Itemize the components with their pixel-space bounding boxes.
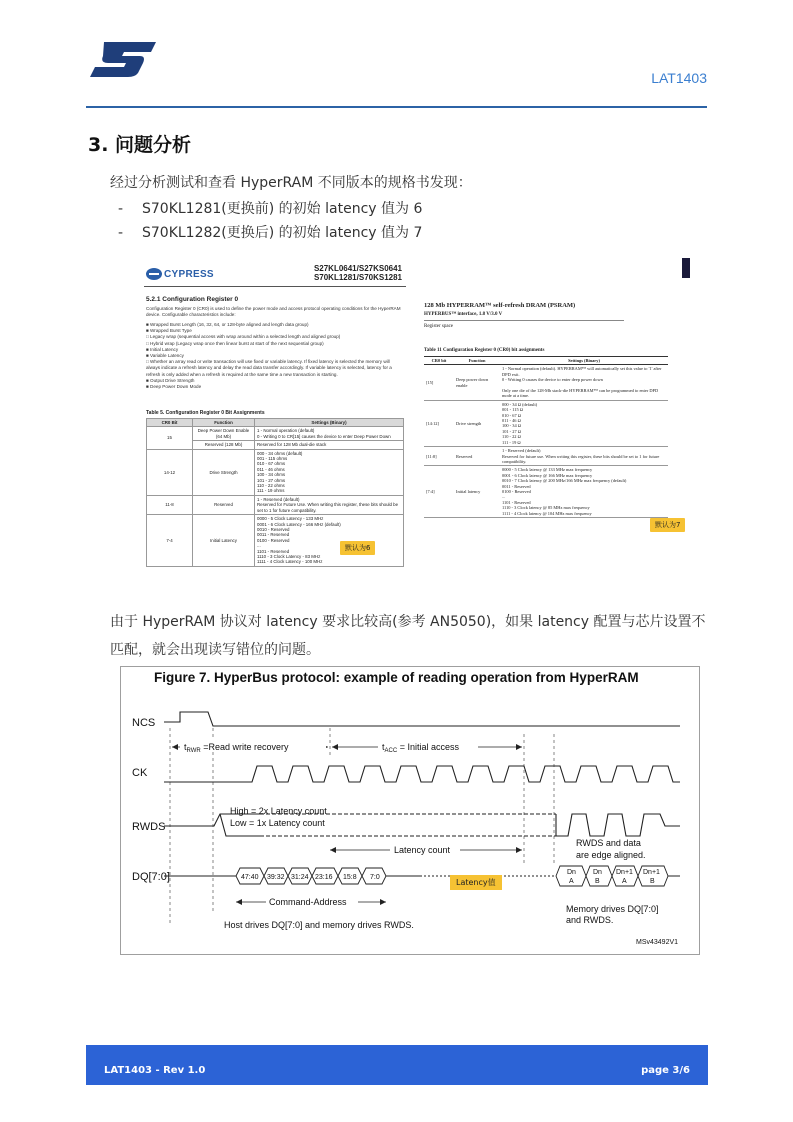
part-line: S70KL1281/S70KS1281 <box>313 273 402 282</box>
cypress-brand: CYPRESS <box>164 268 214 280</box>
cell-function: Reserved <box>454 447 500 466</box>
table-row <box>424 447 668 466</box>
table-row <box>424 365 668 400</box>
command-address-label: Command-Address <box>269 897 347 907</box>
cell-settings: 1 - Reserved (default) Reserved for Future Use. When writing this register, these bits should be set to 1 for future compatibility. <box>255 495 404 514</box>
list-item <box>118 200 422 224</box>
cell-function: Reserved (128 Mb) <box>193 441 255 449</box>
signal-label-rwds: RWDS <box>132 821 166 833</box>
cypress-datasheet-excerpt <box>144 260 406 568</box>
cell-bit: [11:8] <box>424 447 454 466</box>
list-item: ■ Wrapped Burst Length (16, 32, 64, or 128-byte aligned and length data group) <box>146 322 309 327</box>
ck-waveform <box>164 766 680 782</box>
cell-function: Initial latency <box>454 466 500 518</box>
column-header: Settings (Binary) <box>500 357 668 365</box>
cell-function: Reserved <box>193 495 255 514</box>
bullet-list <box>118 200 422 248</box>
dq-command-bytes <box>236 868 386 884</box>
dq-byte-label: A <box>622 878 627 885</box>
doc-id: LAT1403 <box>651 70 707 86</box>
dq-data-bytes <box>556 866 668 886</box>
divider <box>424 320 624 321</box>
latency-high-text: High = 2x Latency count <box>230 806 327 816</box>
cell-settings: 1 - Reserved (default) Reserved for future use. When writing this register, these bits should be set to 1 for future compatibility. <box>500 447 668 466</box>
dq-byte-label: Dn+1 <box>643 869 660 876</box>
footer-doc-rev: LAT1403 - Rev 1.0 <box>104 1065 206 1076</box>
cr0-table-infineon <box>424 356 668 518</box>
dq-byte-label: Dn+1 <box>616 869 633 876</box>
cell-settings: 0000 - 5 Clock Latency - 133 MHz 0001 - 6 Clock Latency - 166 MHz (default) 0010 - Reserved 0011 - Reserved 0100 - Reserved ... 1101 - Reserved 1110 - 3 Clock Latency - 83 MHz 1111 - 4 Clock Latency - 100 MHz <box>255 515 404 567</box>
signal-label-dq: DQ[7:0] <box>132 871 170 883</box>
dq-byte-label: 31:24 <box>291 874 309 881</box>
cell-bit: 14-12 <box>147 449 193 495</box>
page-marker <box>682 258 690 278</box>
latency-low-text: Low = 1x Latency count <box>230 818 325 828</box>
arrow-head-icon <box>172 744 178 750</box>
dq-byte-label: 7:0 <box>370 874 380 881</box>
cell-bit: 7-4 <box>147 515 193 567</box>
dq-byte-label: 39:32 <box>267 874 285 881</box>
list-item: □ Legacy wrap (sequential access with wrap around within a selected length and aligned group) <box>146 334 341 340</box>
tacc-label: $t_{ACC}$ = Initial access <box>382 742 459 754</box>
column-header: Settings (Binary) <box>255 419 404 427</box>
arrow-head-icon <box>332 744 338 750</box>
list-item <box>118 224 422 248</box>
column-header: CR0 bit <box>424 357 454 365</box>
dq-byte-label: 15:8 <box>343 874 357 881</box>
analysis-paragraph: 由于 HyperRAM 协议对 latency 要求比较高(参考 AN5050)，如果 latency 配置与芯片设置不匹配，就会出现读写错位的问题。 <box>110 614 706 658</box>
reg-feature-list <box>146 322 404 390</box>
dq-byte-label: 23:16 <box>315 874 333 881</box>
list-item: ■ Initial Latency <box>146 346 179 352</box>
reg-description: Configuration Register 0 (CR0) is used to define the power mode and access protocol operating conditions for the HyperRAM device. Configurable characteristics include: <box>146 306 401 317</box>
cell-settings: 0000 - 5 Clock latency @ 133 MHz max frequency 0001 - 6 Clock latency @ 166 MHz max frequency 0010 - 7 Clock latency @ 200 MHz/166 MHz max frequency (default) 0011 - Reserved 0100 - Reserved ... 1101 - Reserved 1110 - 3 Clock latency @ 85 MHz max frequency 1111 - 4 Clock latency @ 104 MHz max frequency <box>500 466 668 518</box>
bullet-text: S70KL1282(更换后) 的初始 latency 值为 7 <box>142 225 423 241</box>
datasheet-subtitle: HYPERBUS™ interface, 1.8 V/3.0 V <box>424 312 503 317</box>
column-header: CR0 Bit <box>147 419 193 427</box>
trwr-label: $t_{RWR}$ =Read write recovery <box>184 742 289 754</box>
dq-byte-label: A <box>569 878 574 885</box>
cell-settings: 000 - 34 Ω (default) 001 - 115 Ω 010 - 67 Ω 011 - 46 Ω 100 - 34 Ω 101 - 27 Ω 110 - 22 Ω 111 - 19 Ω <box>500 400 668 446</box>
cell-bit: [15] <box>424 365 454 400</box>
cell-settings: 1 - Normal operation (default). HYPERRAM™ will automatically set this value to '1' after DPD exit. 0 - Writing 0 causes the device to enter deep power down Only one die of the 128-Mb stack-die HYPERRAM™ can be programmed to enter DPD mode at a time. <box>500 365 668 400</box>
bullet-marker: - <box>118 201 124 217</box>
cell-settings: 1 - Normal operation (default) 0 - Writing 0 to CR[15] causes the device to enter Deep Power Down <box>255 427 404 441</box>
reg-title: 5.2.1 Configuration Register 0 <box>146 296 239 303</box>
column-header: Function <box>454 357 500 365</box>
arrow-head-icon <box>330 847 336 853</box>
rwds-waveform <box>556 814 680 836</box>
dq-byte-label: Dn <box>593 869 602 876</box>
list-item: ■ Variable Latency <box>146 353 184 359</box>
list-item: □ Hybrid wrap (Legacy wrap once then linear burst at start of the next sequential group) <box>146 340 324 346</box>
cell-settings: 000 - 34 ohms (default) 001 - 115 ohms 010 - 67 ohms 011 - 46 ohms 100 - 34 ohms 101 - 27 ohms 110 - 22 ohms 111 - 19 ohms <box>255 449 404 495</box>
table-caption: Table 5. Configuration Register 0 Bit Assignments <box>146 410 265 416</box>
header-rule <box>86 106 707 108</box>
table-row <box>424 466 668 518</box>
section-title: 3. 问题分析 <box>88 134 192 156</box>
ncs-waveform <box>164 712 680 726</box>
table-row <box>147 427 404 441</box>
list-item: ■ Output Drive Strength <box>146 377 195 383</box>
list-item: ■ Wrapped Burst Type <box>146 328 192 334</box>
cypress-logo-icon <box>146 268 162 280</box>
arrow-head-icon <box>516 847 522 853</box>
cypress-logo <box>146 268 214 280</box>
timing-diagram <box>120 664 700 956</box>
default-6-note: 默认为6 <box>340 541 375 555</box>
figure-title: Figure 7. HyperBus protocol: example of reading operation from HyperRAM <box>154 670 639 685</box>
cell-function: Initial Latency <box>193 515 255 567</box>
list-item: □ Whether an array read or write transaction will use fixed or variable latency. If fixed latency is selected the memory will always indicate a refresh latency and delay the read data transfer accordingly. If variable latency is selected, latency for a refresh is only added when a refresh is required at the same time a new transaction is starting. <box>146 359 392 377</box>
section-label: Register space <box>424 324 454 329</box>
cell-function: Drive strength <box>454 400 500 446</box>
cell-function: Deep power down enable <box>454 365 500 400</box>
table-caption: Table 11 Configuration Register 0 (CR0) bit assignments <box>424 348 545 353</box>
list-item: ■ Deep Power Down Mode <box>146 384 202 390</box>
cell-bit: [14:12] <box>424 400 454 446</box>
cell-function: Drive Strength <box>193 449 255 495</box>
latency-value-note: Latency值 <box>450 875 502 890</box>
figure-id: MSv43492V1 <box>636 939 679 946</box>
dq-byte-label: B <box>650 878 655 885</box>
rwds-edge-note: RWDS and data <box>576 838 641 848</box>
arrow-head-icon <box>516 744 522 750</box>
memory-drives-text: and RWDS. <box>566 915 614 925</box>
page-footer <box>86 1045 708 1085</box>
cell-bit: [7:4] <box>424 466 454 518</box>
infineon-datasheet-excerpt <box>424 258 690 558</box>
cell-function: Deep Power Down Enable (64 Mb) <box>193 427 255 441</box>
dq-byte-label: 47:40 <box>241 874 259 881</box>
part-numbers <box>314 264 402 282</box>
hyperbus-timing-figure <box>120 664 700 956</box>
rwds-edge-note: are edge aligned. <box>576 850 646 860</box>
host-drives-text: Host drives DQ[7:0] and memory drives RWDS. <box>224 920 414 930</box>
signal-label-ncs: NCS <box>132 717 156 729</box>
column-header: Function <box>193 419 255 427</box>
dq-byte-label: B <box>595 878 600 885</box>
table-row <box>424 400 668 446</box>
cell-bit: 15 <box>147 427 193 449</box>
bullet-marker: - <box>118 225 124 241</box>
arrow-head-icon <box>380 899 386 905</box>
datasheet-title: 128 Mb HYPERRAM™ self-refresh DRAM (PSRAM) <box>424 302 576 309</box>
st-logo-icon <box>88 40 158 78</box>
table-row <box>147 449 404 495</box>
bullet-text: S70KL1281(更换前) 的初始 latency 值为 6 <box>142 201 423 217</box>
cell-settings: Reserved for 128 Mb dual-die stack <box>255 441 404 449</box>
latency-count-label: Latency count <box>394 845 451 855</box>
signal-label-ck: CK <box>132 767 148 779</box>
dq-byte-label: Dn <box>567 869 576 876</box>
part-line: S27KL0641/S27KS0641 <box>313 264 402 273</box>
cell-bit: 11-8 <box>147 495 193 514</box>
table-row <box>147 495 404 514</box>
memory-drives-text: Memory drives DQ[7:0] <box>566 904 659 914</box>
footer-page-number: page 3/6 <box>641 1065 690 1076</box>
divider <box>144 286 406 287</box>
default-7-note: 默认为7 <box>650 518 685 532</box>
arrow-head-icon <box>236 899 242 905</box>
intro-text: 经过分析测试和查看 HyperRAM 不同版本的规格书发现： <box>110 175 472 191</box>
